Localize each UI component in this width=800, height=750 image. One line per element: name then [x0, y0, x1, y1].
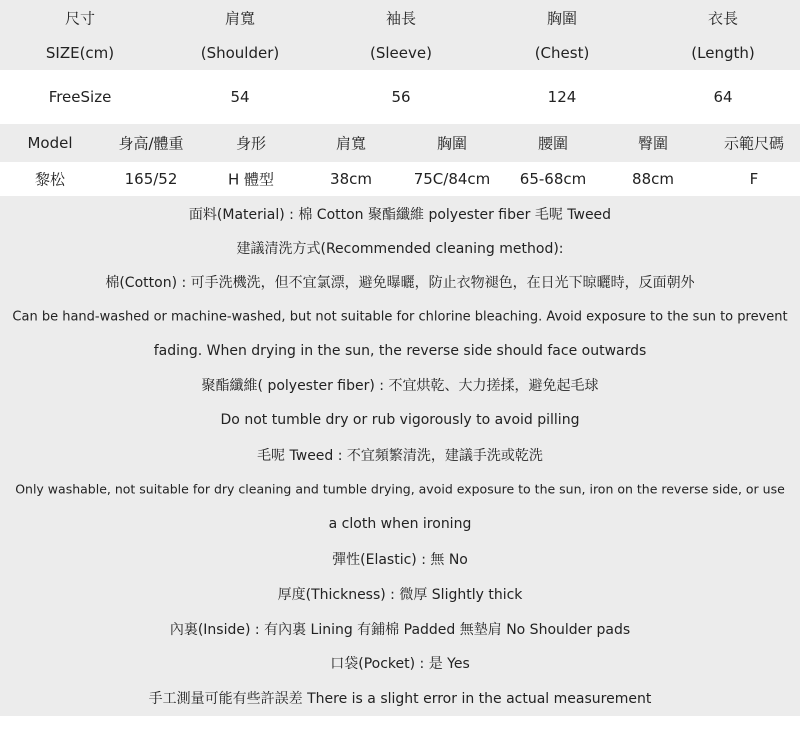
pocket-line: 口袋(Pocket) : 是 Yes [330, 656, 470, 672]
polyester-care-zh: 聚酯纖維( polyester fiber) : 不宜烘乾、大力搓揉，避免起毛球 [201, 378, 599, 394]
tweed-care-en-2: a cloth when ironing [328, 516, 472, 532]
chest-header-zh: 胸圍 [546, 9, 578, 28]
elastic-line: 彈性(Elastic) : 無 No [332, 552, 468, 568]
model-header-sample-size: 示範尺碼 [723, 134, 785, 153]
size-header-zh: 尺寸 [64, 9, 96, 28]
model-shoulder: 38cm [330, 170, 372, 188]
length-header-en: (Length) [691, 44, 755, 62]
model-header-hip: 臀圍 [637, 134, 669, 153]
sleeve-header-en: (Sleeve) [370, 44, 432, 62]
model-header-chest: 胸圍 [436, 134, 468, 153]
chest-header-en: (Chest) [534, 44, 590, 62]
material-line: 面料(Material) : 棉 Cotton 聚酯纖維 polyester fiber 毛呢 Tweed [188, 207, 612, 223]
chest-value: 124 [547, 88, 577, 106]
sleeve-header-zh: 袖長 [385, 9, 417, 28]
model-body-type: H 體型 [227, 170, 275, 189]
model-header-shoulder: 肩寬 [335, 134, 367, 153]
model-row-band [0, 162, 800, 196]
model-name: 黎松 [34, 170, 66, 189]
cotton-care-en-2: fading. When drying in the sun, the reverse side should face outwards [153, 343, 647, 359]
model-header-waist: 腰圍 [537, 134, 569, 153]
size-value: FreeSize [48, 88, 112, 106]
shoulder-value: 54 [230, 88, 250, 106]
length-value: 64 [713, 88, 733, 106]
tweed-care-en-1: Only washable, not suitable for dry cleaning and tumble drying, avoid exposure to the sun, iron on the reverse side, or use [15, 481, 785, 497]
model-hip: 88cm [632, 170, 674, 188]
model-height-weight: 165/52 [124, 170, 178, 188]
model-header-height-weight: 身高/體重 [118, 134, 184, 153]
cotton-care-en-1: Can be hand-washed or machine-washed, but not suitable for chlorine bleaching. Avoid exposure to the sun to prevent [12, 309, 788, 325]
size-header-en: SIZE(cm) [45, 44, 115, 62]
cotton-care-zh: 棉(Cotton) : 可手洗機洗，但不宜氯漂，避免曝曬，防止衣物褪色，在日光下晾曬時，反面朝外 [105, 275, 695, 291]
shoulder-header-en: (Shoulder) [200, 44, 280, 62]
cleaning-title: 建議清洗方式(Recommended cleaning method): [236, 241, 564, 257]
thickness-line: 厚度(Thickness) : 微厚 Slightly thick [277, 587, 523, 603]
model-sample-size: F [749, 170, 759, 188]
length-header-zh: 衣長 [707, 9, 739, 28]
model-waist: 65-68cm [519, 170, 587, 188]
shoulder-header-zh: 肩寬 [224, 9, 256, 28]
model-header-body-type: 身形 [235, 134, 267, 153]
tweed-care-zh: 毛呢 Tweed : 不宜頻繁清洗，建議手洗或乾洗 [257, 448, 543, 464]
model-chest: 75C/84cm [413, 170, 491, 188]
model-header-model: Model [27, 134, 73, 152]
polyester-care-en: Do not tumble dry or rub vigorously to avoid pilling [220, 412, 580, 428]
sleeve-value: 56 [391, 88, 411, 106]
inside-line: 內裏(Inside) : 有內裏 Lining 有鋪棉 Padded 無墊肩 No Shoulder pads [169, 622, 631, 638]
measurement-error-note: 手工測量可能有些許誤差 There is a slight error in the actual measurement [148, 691, 652, 707]
